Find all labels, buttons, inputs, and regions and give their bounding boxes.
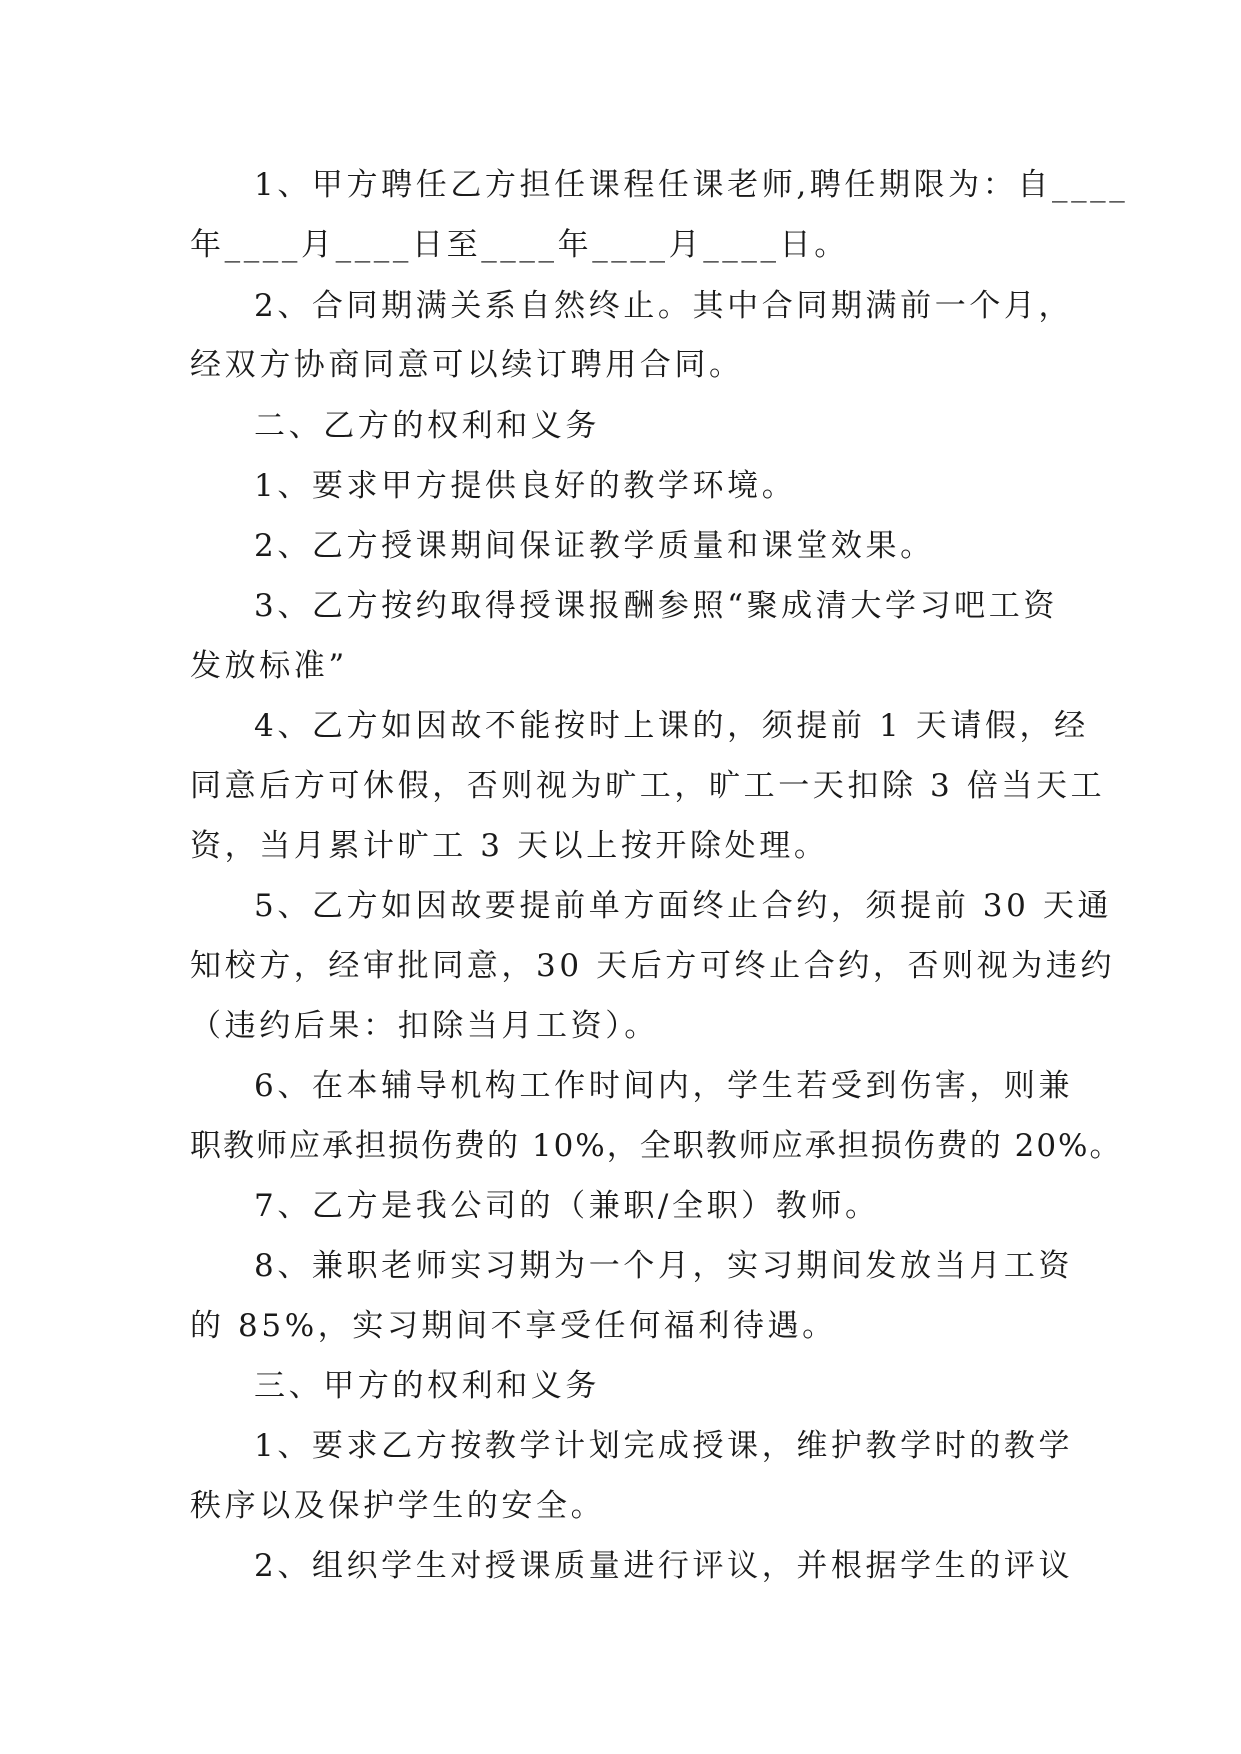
party-b-clause-6-cont: 职教师应承担损伤费的 10%，全职教师应承担损伤费的 20%。 — [190, 1128, 1123, 1164]
party-a-clause-1: 1、要求乙方按教学计划完成授课，维护教学时的教学 — [254, 1428, 1074, 1464]
party-b-clause-3: 3、乙方按约取得授课报酬参照“聚成清大学习吧工资 — [254, 588, 1058, 624]
clause-2-renewal: 经双方协商同意可以续订聘用合同。 — [190, 347, 744, 383]
party-b-clause-4-cont-1: 同意后方可休假，否则视为旷工，旷工一天扣除 3 倍当天工 — [190, 768, 1106, 804]
clause-2-contract-expiry: 2、合同期满关系自然终止。其中合同期满前一个月， — [254, 288, 1074, 324]
party-b-clause-7: 7、乙方是我公司的（兼职/全职）教师。 — [254, 1188, 880, 1224]
party-a-clause-2: 2、组织学生对授课质量进行评议，并根据学生的评议 — [254, 1548, 1074, 1584]
party-b-clause-5-cont-1: 知校方，经审批同意，30 天后方可终止合约，否则视为违约 — [190, 948, 1116, 984]
clause-1-appointment-term: 1、甲方聘任乙方担任课程任课老师,聘任期限为：自____ — [254, 167, 1129, 203]
party-b-clause-8: 8、兼职老师实习期为一个月，实习期间发放当月工资 — [254, 1248, 1074, 1284]
party-b-clause-5-cont-2: （违约后果：扣除当月工资）。 — [190, 1008, 659, 1044]
party-a-clause-1-cont: 秩序以及保护学生的安全。 — [190, 1488, 606, 1524]
section-2-heading: 二、乙方的权利和义务 — [254, 408, 600, 444]
party-b-clause-6: 6、在本辅导机构工作时间内，学生若受到伤害，则兼 — [254, 1068, 1074, 1104]
party-b-clause-4: 4、乙方如因故不能按时上课的，须提前 1 天请假，经 — [254, 708, 1089, 744]
section-3-heading: 三、甲方的权利和义务 — [254, 1368, 600, 1404]
party-b-clause-1: 1、要求甲方提供良好的教学环境。 — [254, 468, 797, 504]
party-b-clause-5: 5、乙方如因故要提前单方面终止合约，须提前 30 天通 — [254, 888, 1113, 924]
party-b-clause-3-cont: 发放标准” — [190, 648, 348, 684]
party-b-clause-4-cont-2: 资，当月累计旷工 3 天以上按开除处理。 — [190, 828, 829, 864]
party-b-clause-8-cont: 的 85%，实习期间不享受任何福利待遇。 — [190, 1308, 837, 1344]
clause-1-date-range: 年____月____日至____年____月____日。 — [190, 227, 849, 263]
party-b-clause-2: 2、乙方授课期间保证教学质量和课堂效果。 — [254, 528, 935, 564]
